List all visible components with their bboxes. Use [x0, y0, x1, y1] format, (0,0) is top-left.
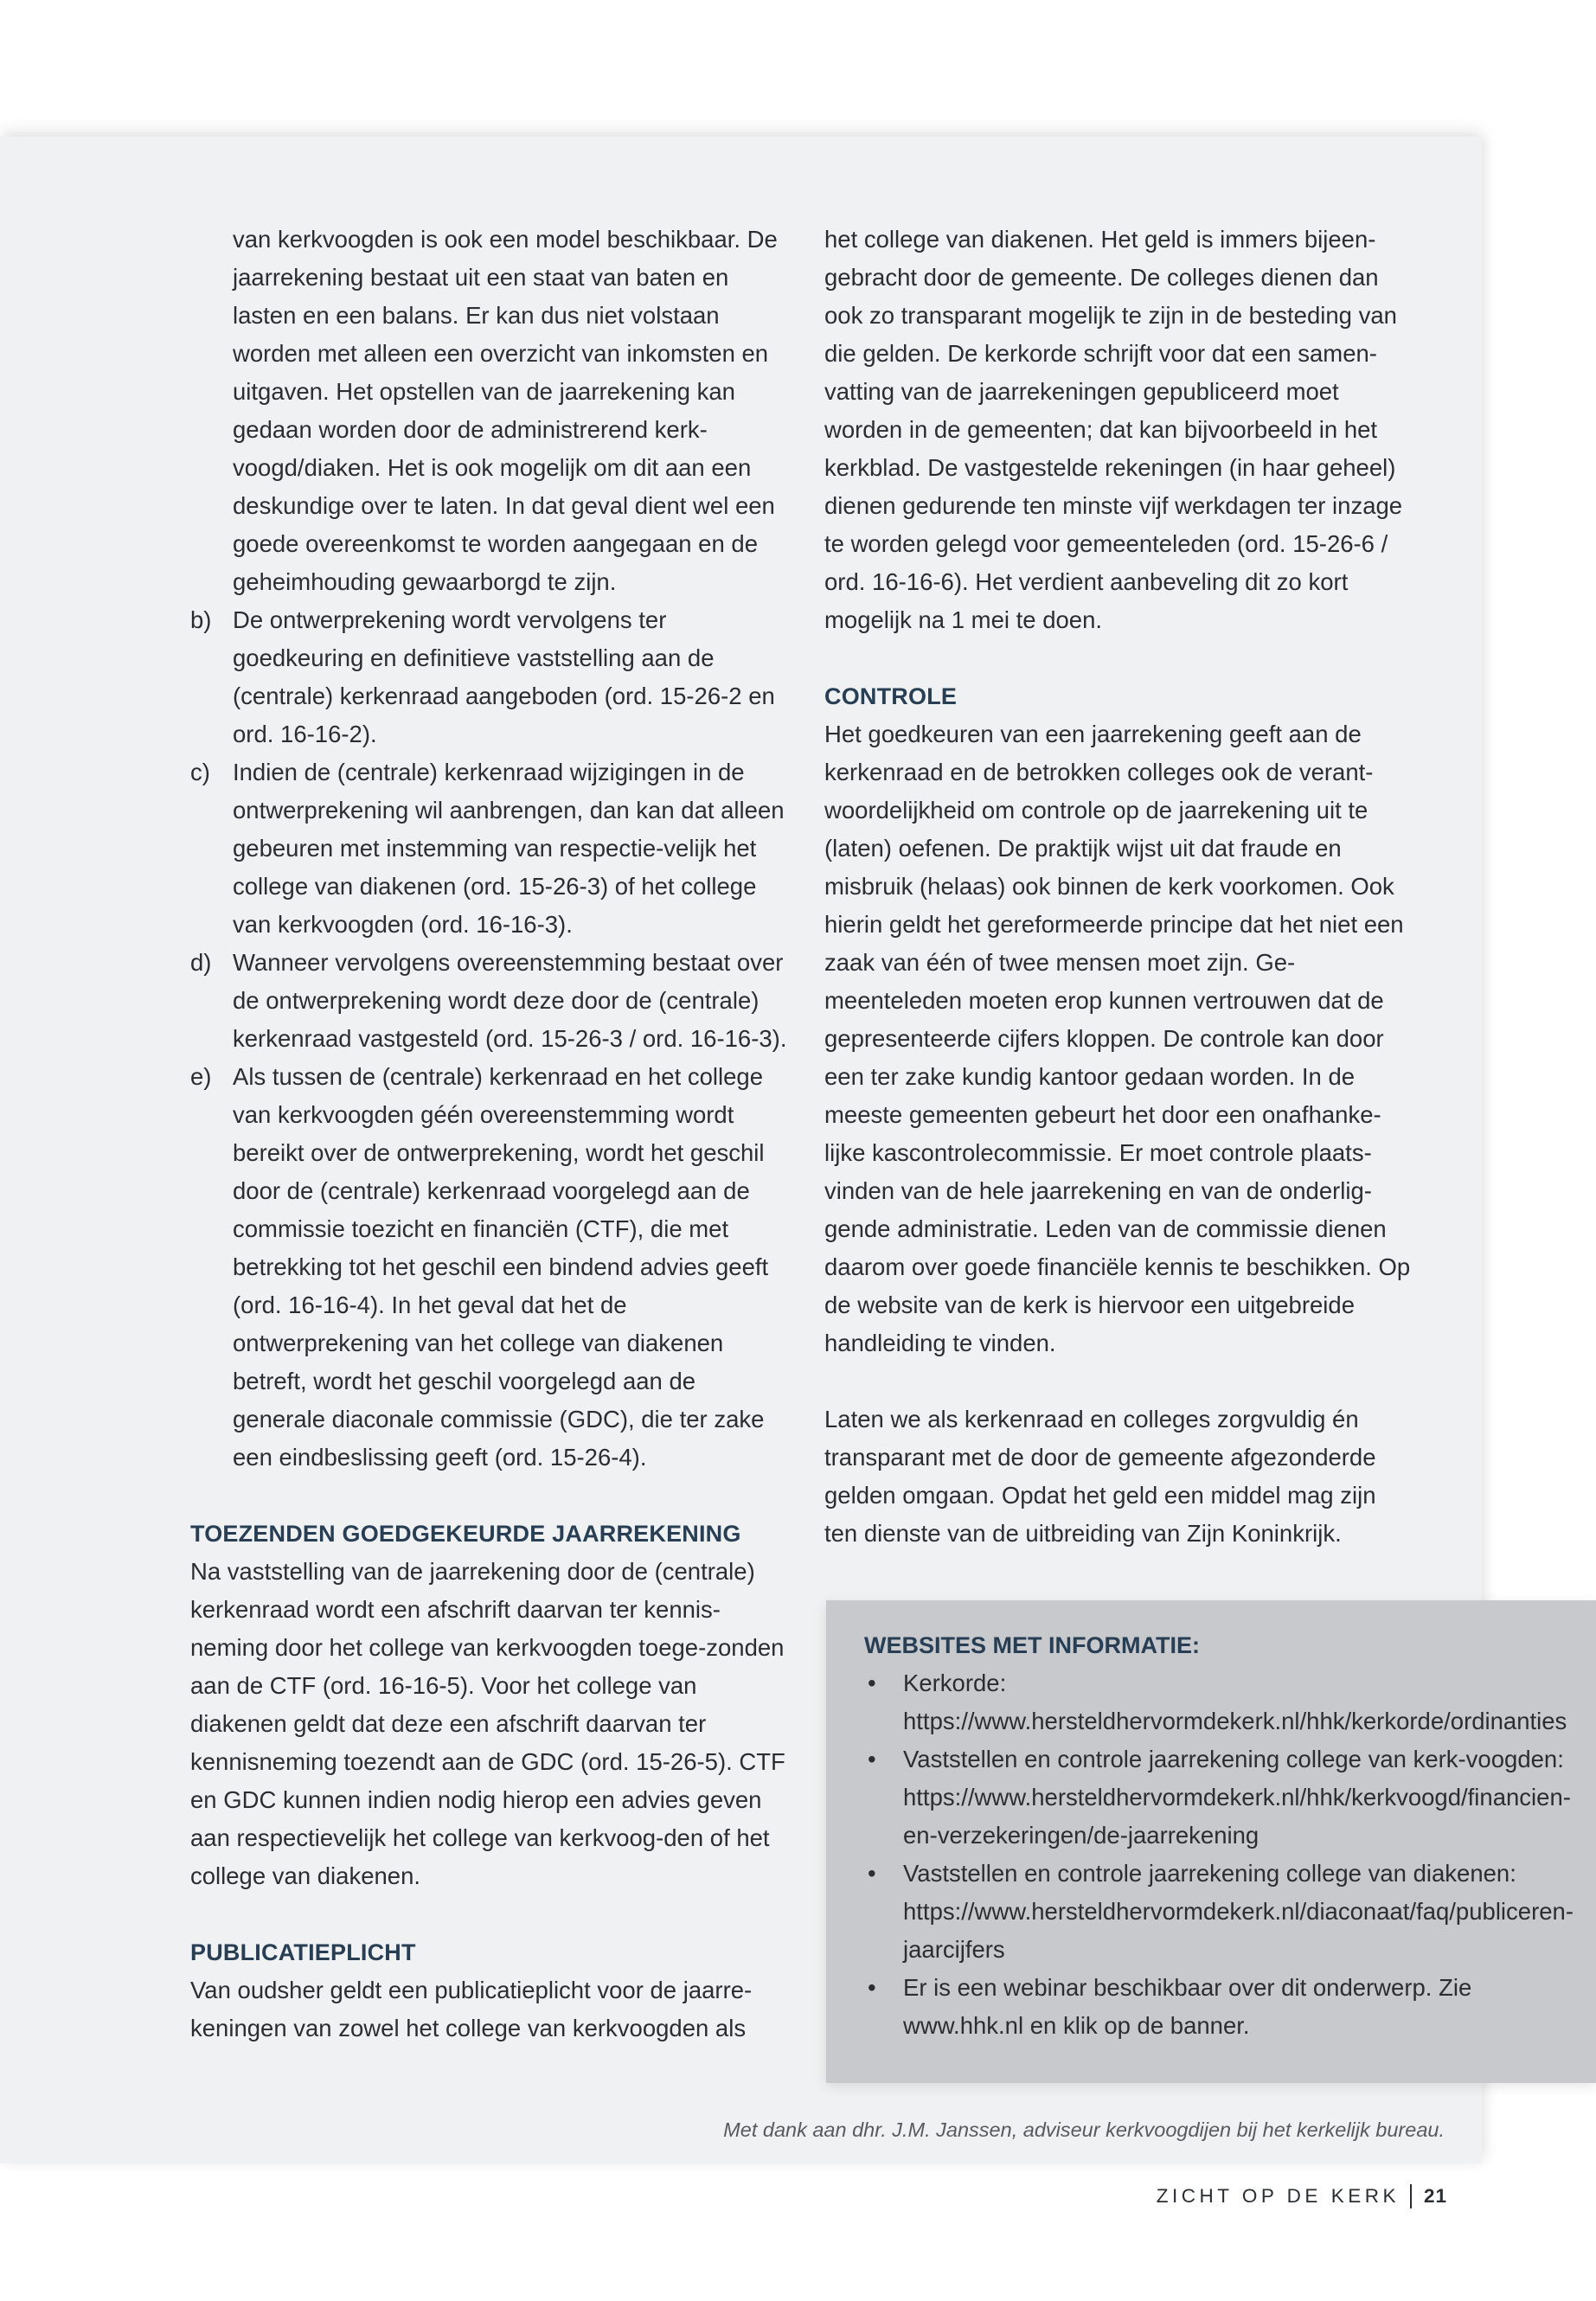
list-item: [864, 1664, 1574, 1740]
section-heading-publicatieplicht: PUBLICATIEPLICHT: [190, 1939, 416, 1965]
list-item: [864, 1969, 1574, 2045]
list-item: [190, 944, 787, 1058]
bullet-icon: •: [868, 1974, 876, 2001]
list-item: [190, 601, 787, 753]
list-item-text: De ontwerprekening wordt vervolgens ter goedkeuring en definitieve vaststelling aan de (centrale) kerkenraad aangeboden (ord. 15-26-2 en ord. 16-16-2).: [233, 606, 775, 747]
page-footer: [1157, 2184, 1447, 2208]
section-heading-controle: CONTROLE: [824, 683, 958, 709]
list-item: [190, 1058, 787, 1477]
bullet-icon: •: [868, 1670, 876, 1696]
continued-paragraph: het college van diakenen. Het geld is immers bijeen-gebracht door de gemeente. De colleges dienen dan ook zo transparant mogelijk te zijn in de besteding van die gelden. De kerkorde schrijft voor dat een samen-vatting van de jaarrekeningen gepubliceerd moet worden in de gemeenten; dat kan bijvoorbeeld in het kerkblad. De vastgestelde rekeningen (in haar geheel) dienen gedurende ten minste vijf werkdagen ter inzage te worden gelegd voor gemeenteleden (ord. 15-26-6 / ord. 16-16-6). Het verdient aanbeveling dit zo kort mogelijk na 1 mei te doen.: [824, 226, 1403, 633]
list-item-text: Indien de (centrale) kerkenraad wijzigingen in de ontwerprekening wil aanbrengen, dan kan dat alleen gebeuren met instemming van respectie-velijk het college van diakenen (ord. 15-26-3) of het college van kerkvoogden (ord. 16-16-3).: [233, 759, 785, 938]
info-box: [826, 1600, 1596, 2083]
bullet-icon: •: [868, 1746, 876, 1772]
list-marker: c): [190, 759, 210, 785]
list-marker: b): [190, 606, 212, 633]
list-item-text: Wanneer vervolgens overeenstemming bestaat over de ontwerprekening wordt deze door de (centrale) kerkenraad vastgesteld (ord. 15-26-3 / ord. 16-16-3).: [233, 949, 787, 1052]
publicatie-paragraph: Van oudsher geldt een publicatieplicht voor de jaarre-keningen van zowel het college van kerkvoogden als: [190, 1977, 753, 2041]
info-link-text: Kerkorde: https://www.hersteldhervormdekerk.nl/hhk/kerkorde/ordinanties: [903, 1670, 1567, 1734]
list-item: [864, 1740, 1574, 1855]
footer-divider: [1410, 2184, 1412, 2208]
info-box-heading: WEBSITES MET INFORMATIE:: [864, 1632, 1200, 1658]
list-marker: e): [190, 1063, 212, 1090]
acknowledgement: Met dank aan dhr. J.M. Janssen, adviseur kerkvoogdijen bij het kerkelijk bureau.: [723, 2118, 1445, 2141]
right-column: [824, 221, 1413, 1553]
controle-paragraph: Het goedkeuren van een jaarrekening geeft aan de kerkenraad en de betrokken colleges ook de verant-woordelijkheid om controle op de jaarrekening uit te (laten) oefenen. De praktijk wijst uit dat fraude en misbruik (helaas) ook binnen de kerk voorkomen. Ook hierin geldt het gereformeerde principe dat het niet een zaak van één of twee mensen moet zijn. Ge-meenteleden moeten erop kunnen vertrouwen dat de gepresenteerde cijfers kloppen. De controle kan door een ter zake kundig kantoor gedaan worden. In de meeste gemeenten gebeurt het door een onafhanke-lijke kascontrolecommissie. Er moet controle plaats-vinden van de hele jaarrekening en van de onderlig-gende administratie. Leden van de commissie dienen daarom over goede financiële kennis te beschikken. Op de website van de kerk is hiervoor een uitgebreide handleiding te vinden.: [824, 721, 1411, 1356]
closing-paragraph: Laten we als kerkenraad en colleges zorgvuldig én transparant met de door de gemeente afgezonderde gelden omgaan. Opdat het geld een middel mag zijn ten dienste van de uitbreiding van Zijn Koninkrijk.: [824, 1406, 1376, 1547]
list-item: [864, 1855, 1574, 1969]
left-column: [190, 221, 787, 2048]
bullet-icon: •: [868, 1860, 876, 1887]
list-marker: d): [190, 949, 212, 976]
info-link-text: Er is een webinar beschikbaar over dit onderwerp. Zie www.hhk.nl en klik op de banner.: [903, 1974, 1472, 2039]
info-link-text: Vaststellen en controle jaarrekening college van kerk-voogden: https://www.hersteldhervormdekerk.nl/hhk/kerkvoogd/financien-en-verzekeringen/de-jaarrekening: [903, 1746, 1571, 1849]
publication-name: ZICHT OP DE KERK: [1156, 2185, 1400, 2207]
info-link-text: Vaststellen en controle jaarrekening college van diakenen: https://www.hersteldhervormdekerk.nl/diaconaat/faq/publiceren-jaarcijfers: [903, 1860, 1574, 1963]
list-item-text: Als tussen de (centrale) kerkenraad en het college van kerkvoogden géén overeenstemming wordt bereikt over de ontwerprekening, wordt het geschil door de (centrale) kerkenraad voorgelegd aan de commissie toezicht en financiën (CTF), die met betrekking tot het geschil een bindend advies geeft (ord. 16-16-4). In het geval dat het de ontwerprekening van het college van diakenen betreft, wordt het geschil voorgelegd aan de generale diaconale commissie (GDC), die ter zake een eindbeslissing geeft (ord. 15-26-4).: [233, 1063, 769, 1471]
section-heading-toezenden: TOEZENDEN GOEDGEKEURDE JAARREKENING: [190, 1521, 741, 1547]
toezenden-paragraph: Na vaststelling van de jaarrekening door de (centrale) kerkenraad wordt een afschrift daarvan ter kennis-neming door het college van kerkvoogden toege-zonden aan de CTF (ord. 16-16-5). Voor het college van diakenen geldt dat deze een afschrift daarvan ter kennisneming toezendt aan de GDC (ord. 15-26-5). CTF en GDC kunnen indien nodig hierop een advies geven aan respectievelijk het college van kerkvoog-den of het college van diakenen.: [190, 1558, 785, 1889]
intro-paragraph: van kerkvoogden is ook een model beschikbaar. De jaarrekening bestaat uit een staat van baten en lasten en een balans. Er kan dus niet volstaan worden met alleen een overzicht van inkomsten en uitgaven. Het opstellen van de jaarrekening kan gedaan worden door de administrerend kerk-voogd/diaken. Het is ook mogelijk om dit aan een deskundige over te laten. In dat geval dient wel een goede overeenkomst te worden aangegaan en de geheimhouding gewaarborgd te zijn.: [233, 226, 778, 595]
page-number: 21: [1423, 2185, 1447, 2207]
list-item: [190, 753, 787, 944]
